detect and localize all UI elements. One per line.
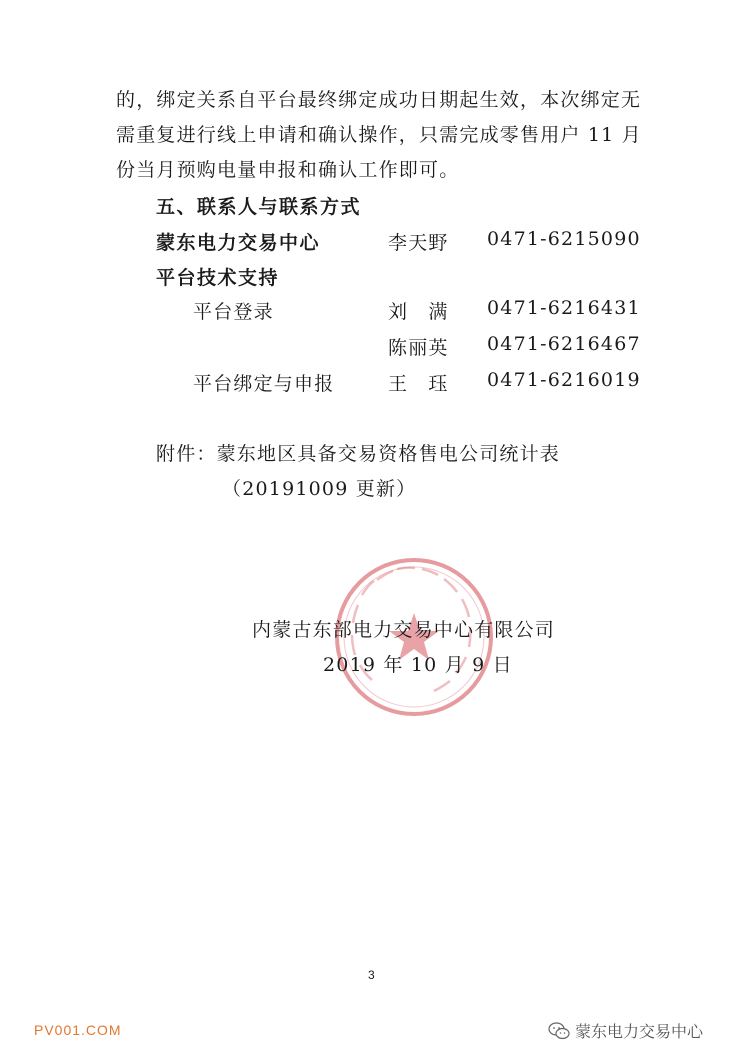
watermark-wechat <box>548 1019 703 1042</box>
support-heading: 平台技术支持 <box>156 267 280 289</box>
attachment-line-1: 附件：蒙东地区具备交易资格售电公司统计表 <box>156 443 561 465</box>
paragraph-line-2: 需重复进行线上申请和确认操作，只需完成零售用户 11 月 <box>116 124 642 146</box>
signature-company: 内蒙古东部电力交易中心有限公司 <box>252 619 556 641</box>
login-person-2-phone: 0471-6216467 <box>487 333 641 355</box>
login-person-1-phone: 0471-6216431 <box>487 297 641 319</box>
binding-phone: 0471-6216019 <box>487 369 641 391</box>
section-heading-contacts: 五、联系人与联系方式 <box>156 196 362 218</box>
watermark-wechat-text: 蒙东电力交易中心 <box>575 1022 704 1041</box>
paragraph-line-1: 的，绑定关系自平台最终绑定成功日期起生效，本次绑定无 <box>116 89 642 111</box>
contact-center-phone: 0471-6215090 <box>487 228 641 250</box>
paragraph-line-3: 份当月预购电量申报和确认工作即可。 <box>116 159 460 181</box>
contact-center-name: 李天野 <box>388 232 449 254</box>
login-person-2-name: 陈丽英 <box>388 337 449 359</box>
login-person-1-name: 刘 满 <box>388 301 449 323</box>
watermark-pv001: PV001.COM <box>34 1022 122 1038</box>
wechat-icon <box>548 1022 570 1040</box>
binding-label: 平台绑定与申报 <box>193 373 335 395</box>
page-number: 3 <box>368 968 375 982</box>
binding-name: 王 珏 <box>388 373 449 395</box>
attachment-line-2: （20191009 更新） <box>222 478 417 500</box>
signature-date: 2019 年 10 月 9 日 <box>323 654 513 676</box>
contact-center-label: 蒙东电力交易中心 <box>156 232 321 254</box>
login-label: 平台登录 <box>193 301 274 323</box>
